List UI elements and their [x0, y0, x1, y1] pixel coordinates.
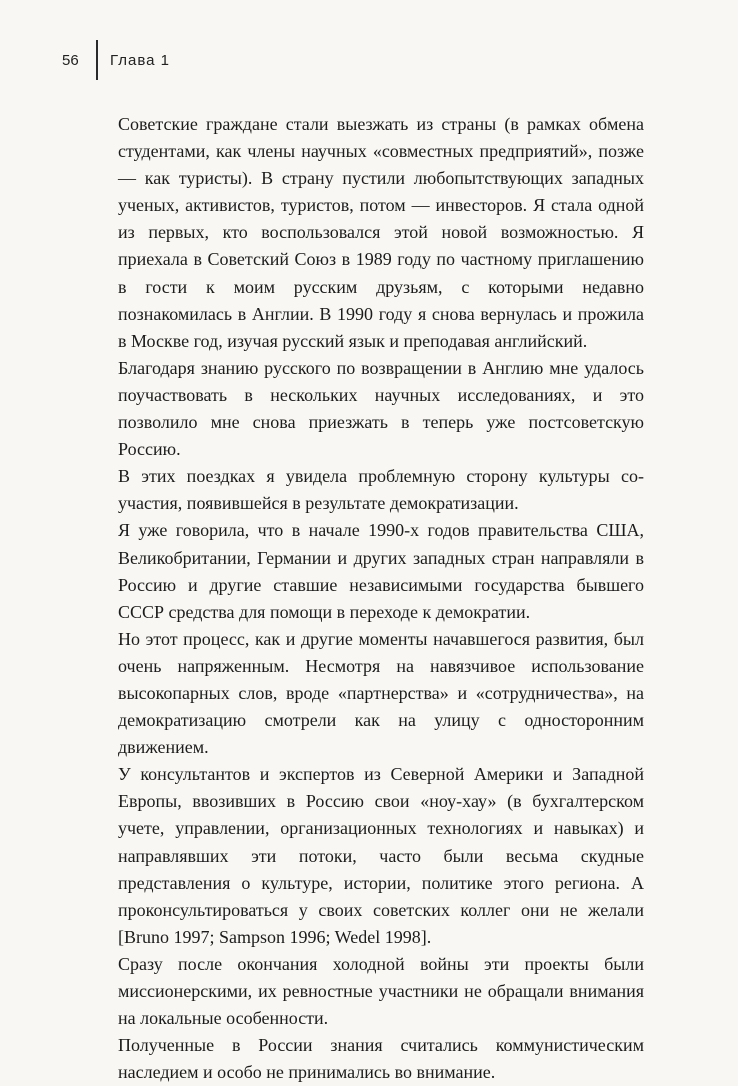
paragraph: Полученные в России знания считались коммунистическим наследием и особо не принимались во внимание. — [118, 1035, 644, 1083]
paragraph: Но этот процесс, как и другие моменты начавшегося развития, был очень напряженным. Несмотря на навязчивое использование высокопарных слов, вроде «партнерства» и «сотрудничества», на демократизацию смотрели как на улицу с односторонним движением. — [118, 628, 644, 758]
paragraph: Благодаря знанию русского по возвращении в Англию мне удалось поучаствовать в нескольких научных исследованиях, и это позволило мне снова приезжать в теперь уже постсоветскую Россию. — [118, 357, 644, 460]
running-header — [62, 40, 170, 80]
chapter-title: Глава 1 — [110, 51, 171, 69]
header-divider — [96, 40, 98, 80]
page-number: 56 — [62, 51, 79, 69]
paragraph: Сразу после окончания холодной войны эти проекты были миссионерскими, их ревностные участники не обращали внимания на локальные особенности. — [118, 953, 644, 1029]
paragraph: Я уже говорила, что в начале 1990-х годов правительства США, Великобритании, Германии и других западных стран направляли в Россию и другие ставшие независимыми государства бывшего СССР средства для помощи в переходе к демократии. — [118, 520, 644, 622]
paragraph: В этих поездках я увидела проблемную сторону культуры со-участия, появившейся в результате демократизации. — [118, 466, 644, 514]
paragraph: Советские граждане стали выезжать из страны (в рамках обмена студентами, как члены научных «совместных предприятий», позже — как туристы). В страну пустили любопытствующих западных ученых, активистов, туристов, потом — инвесторов. Я стала одной из первых, кто воспользовался этой новой возможностью. Я приехала в Советский Союз в 1989 году по частному приглашению в гости к моим русским друзьям, с которыми недавно познакомилась в Англии. В 1990 году я снова вернулась и прожила в Москве год, изучая русский язык и преподавая английский. — [118, 114, 644, 351]
body-text — [118, 111, 644, 1086]
paragraph: У консультантов и экспертов из Северной Америки и Западной Европы, ввозивших в Россию свои «ноу-хау» (в бухгалтерском учете, управлении, организационных технологиях и навыках) и направлявших эти потоки, часто были весьма скудные представления о культуре, истории, политике этого региона. А проконсультироваться у своих советских коллег они не желали [Bruno 1997; Sampson 1996; Wedel 1998]. — [118, 764, 644, 947]
